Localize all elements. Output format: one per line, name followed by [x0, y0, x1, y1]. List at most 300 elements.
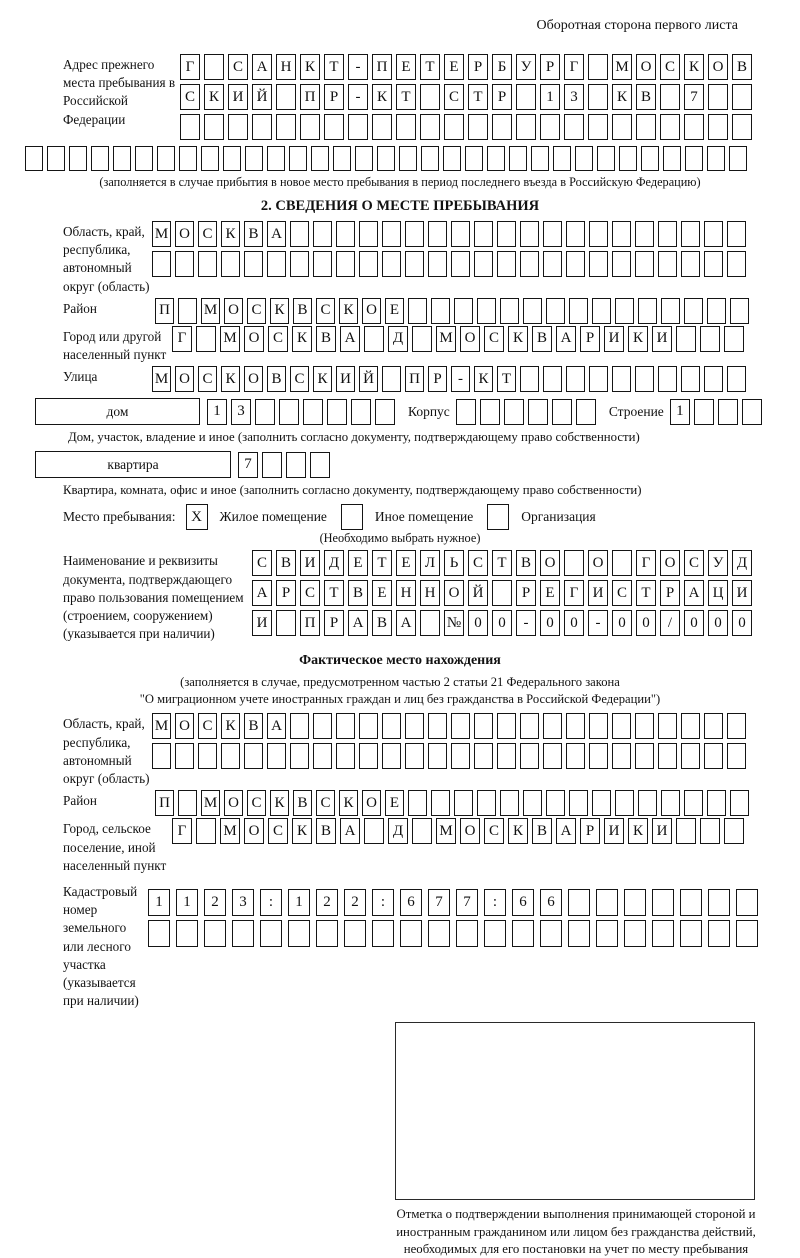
char-cell[interactable]: [704, 251, 723, 277]
char-cell[interactable]: Г: [180, 54, 200, 80]
char-cell[interactable]: [492, 580, 512, 606]
char-cell[interactable]: [708, 114, 728, 140]
char-cell[interactable]: [267, 146, 285, 171]
char-cell[interactable]: М: [152, 366, 171, 392]
char-cell[interactable]: М: [201, 298, 220, 324]
char-cell[interactable]: М: [612, 54, 632, 80]
char-cell[interactable]: [451, 251, 470, 277]
char-cell[interactable]: [313, 251, 332, 277]
char-cell[interactable]: [198, 743, 217, 769]
char-cell[interactable]: Г: [564, 54, 584, 80]
char-cell[interactable]: -: [348, 54, 368, 80]
char-cell[interactable]: [399, 146, 417, 171]
char-cell[interactable]: К: [221, 221, 240, 247]
char-cell[interactable]: С: [684, 550, 704, 576]
char-cell[interactable]: С: [612, 580, 632, 606]
char-cell[interactable]: [428, 920, 450, 947]
char-cell[interactable]: [465, 146, 483, 171]
char-cell[interactable]: [727, 366, 746, 392]
char-cell[interactable]: [336, 221, 355, 247]
char-cell[interactable]: [566, 743, 585, 769]
char-cell[interactable]: Е: [396, 54, 416, 80]
char-cell[interactable]: 6: [512, 889, 534, 916]
char-cell[interactable]: №: [444, 610, 464, 636]
char-cell[interactable]: А: [396, 610, 416, 636]
char-cell[interactable]: [658, 713, 677, 739]
char-cell[interactable]: [707, 298, 726, 324]
char-cell[interactable]: 0: [708, 610, 728, 636]
char-cell[interactable]: [289, 146, 307, 171]
char-cell[interactable]: [377, 146, 395, 171]
char-cell[interactable]: С: [468, 550, 488, 576]
char-cell[interactable]: 0: [612, 610, 632, 636]
char-cell[interactable]: [641, 146, 659, 171]
char-cell[interactable]: [408, 298, 427, 324]
char-cell[interactable]: [588, 54, 608, 80]
char-cell[interactable]: С: [300, 580, 320, 606]
char-cell[interactable]: О: [244, 366, 263, 392]
other-premises-checkbox[interactable]: [341, 504, 363, 530]
char-cell[interactable]: [612, 366, 631, 392]
char-cell[interactable]: С: [268, 326, 288, 352]
char-cell[interactable]: Р: [580, 818, 600, 844]
char-cell[interactable]: К: [313, 366, 332, 392]
char-cell[interactable]: О: [660, 550, 680, 576]
char-cell[interactable]: [396, 114, 416, 140]
char-cell[interactable]: [704, 221, 723, 247]
char-cell[interactable]: [176, 920, 198, 947]
char-cell[interactable]: М: [436, 326, 456, 352]
char-cell[interactable]: Т: [497, 366, 516, 392]
char-cell[interactable]: [324, 114, 344, 140]
char-cell[interactable]: К: [628, 326, 648, 352]
char-cell[interactable]: С: [268, 818, 288, 844]
char-cell[interactable]: [681, 221, 700, 247]
char-cell[interactable]: К: [270, 790, 289, 816]
char-cell[interactable]: [658, 251, 677, 277]
char-cell[interactable]: Д: [324, 550, 344, 576]
char-cell[interactable]: 1: [148, 889, 170, 916]
char-cell[interactable]: [660, 114, 680, 140]
char-cell[interactable]: 0: [540, 610, 560, 636]
char-cell[interactable]: [336, 251, 355, 277]
char-cell[interactable]: [221, 251, 240, 277]
char-cell[interactable]: [497, 251, 516, 277]
char-cell[interactable]: [474, 251, 493, 277]
char-cell[interactable]: [681, 743, 700, 769]
char-cell[interactable]: [615, 298, 634, 324]
char-cell[interactable]: И: [604, 326, 624, 352]
char-cell[interactable]: К: [221, 366, 240, 392]
char-cell[interactable]: 6: [540, 889, 562, 916]
char-cell[interactable]: [596, 889, 618, 916]
char-cell[interactable]: [589, 221, 608, 247]
char-cell[interactable]: 1: [207, 399, 227, 425]
char-cell[interactable]: [454, 790, 473, 816]
char-cell[interactable]: И: [228, 84, 248, 110]
char-cell[interactable]: Е: [385, 790, 404, 816]
char-cell[interactable]: [262, 452, 282, 478]
char-cell[interactable]: А: [556, 326, 576, 352]
char-cell[interactable]: [359, 221, 378, 247]
char-cell[interactable]: Р: [660, 580, 680, 606]
char-cell[interactable]: [588, 84, 608, 110]
char-cell[interactable]: [484, 920, 506, 947]
char-cell[interactable]: [727, 221, 746, 247]
char-cell[interactable]: [694, 399, 714, 425]
char-cell[interactable]: [727, 251, 746, 277]
char-cell[interactable]: [540, 920, 562, 947]
char-cell[interactable]: 0: [732, 610, 752, 636]
char-cell[interactable]: Д: [388, 326, 408, 352]
char-cell[interactable]: [152, 251, 171, 277]
char-cell[interactable]: [451, 221, 470, 247]
char-cell[interactable]: [405, 743, 424, 769]
char-cell[interactable]: О: [224, 298, 243, 324]
char-cell[interactable]: С: [228, 54, 248, 80]
char-cell[interactable]: 0: [636, 610, 656, 636]
char-cell[interactable]: В: [244, 713, 263, 739]
char-cell[interactable]: [500, 790, 519, 816]
char-cell[interactable]: И: [588, 580, 608, 606]
char-cell[interactable]: [204, 920, 226, 947]
char-cell[interactable]: [344, 920, 366, 947]
char-cell[interactable]: [178, 298, 197, 324]
char-cell[interactable]: [267, 743, 286, 769]
char-cell[interactable]: [588, 114, 608, 140]
char-cell[interactable]: [355, 146, 373, 171]
char-cell[interactable]: Й: [252, 84, 272, 110]
char-cell[interactable]: [267, 251, 286, 277]
char-cell[interactable]: К: [508, 326, 528, 352]
char-cell[interactable]: [375, 399, 395, 425]
char-cell[interactable]: И: [336, 366, 355, 392]
char-cell[interactable]: О: [362, 790, 381, 816]
char-cell[interactable]: [660, 84, 680, 110]
char-cell[interactable]: К: [339, 790, 358, 816]
char-cell[interactable]: [684, 114, 704, 140]
char-cell[interactable]: В: [316, 818, 336, 844]
char-cell[interactable]: У: [708, 550, 728, 576]
char-cell[interactable]: [523, 298, 542, 324]
char-cell[interactable]: [552, 399, 572, 425]
char-cell[interactable]: Г: [564, 580, 584, 606]
char-cell[interactable]: П: [155, 790, 174, 816]
char-cell[interactable]: Д: [732, 550, 752, 576]
char-cell[interactable]: [676, 326, 696, 352]
char-cell[interactable]: О: [244, 326, 264, 352]
char-cell[interactable]: [540, 114, 560, 140]
char-cell[interactable]: О: [444, 580, 464, 606]
char-cell[interactable]: [421, 146, 439, 171]
char-cell[interactable]: [566, 366, 585, 392]
char-cell[interactable]: [400, 920, 422, 947]
char-cell[interactable]: Б: [492, 54, 512, 80]
char-cell[interactable]: К: [474, 366, 493, 392]
char-cell[interactable]: К: [372, 84, 392, 110]
char-cell[interactable]: Й: [359, 366, 378, 392]
char-cell[interactable]: Е: [540, 580, 560, 606]
char-cell[interactable]: [431, 298, 450, 324]
char-cell[interactable]: [635, 366, 654, 392]
char-cell[interactable]: [276, 114, 296, 140]
char-cell[interactable]: [179, 146, 197, 171]
char-cell[interactable]: [69, 146, 87, 171]
char-cell[interactable]: [732, 84, 752, 110]
char-cell[interactable]: [663, 146, 681, 171]
char-cell[interactable]: [300, 114, 320, 140]
char-cell[interactable]: [681, 251, 700, 277]
char-cell[interactable]: [196, 326, 216, 352]
char-cell[interactable]: К: [628, 818, 648, 844]
char-cell[interactable]: [316, 920, 338, 947]
char-cell[interactable]: У: [516, 54, 536, 80]
char-cell[interactable]: В: [636, 84, 656, 110]
char-cell[interactable]: А: [340, 326, 360, 352]
char-cell[interactable]: [454, 298, 473, 324]
char-cell[interactable]: [661, 298, 680, 324]
char-cell[interactable]: О: [224, 790, 243, 816]
char-cell[interactable]: [681, 713, 700, 739]
char-cell[interactable]: Р: [468, 54, 488, 80]
char-cell[interactable]: [372, 920, 394, 947]
char-cell[interactable]: А: [348, 610, 368, 636]
char-cell[interactable]: [736, 889, 758, 916]
char-cell[interactable]: [91, 146, 109, 171]
char-cell[interactable]: [543, 743, 562, 769]
char-cell[interactable]: [288, 920, 310, 947]
char-cell[interactable]: Т: [372, 550, 392, 576]
char-cell[interactable]: П: [155, 298, 174, 324]
char-cell[interactable]: [364, 818, 384, 844]
char-cell[interactable]: [569, 790, 588, 816]
char-cell[interactable]: [474, 713, 493, 739]
char-cell[interactable]: Л: [420, 550, 440, 576]
char-cell[interactable]: Г: [172, 818, 192, 844]
char-cell[interactable]: [680, 889, 702, 916]
char-cell[interactable]: С: [252, 550, 272, 576]
char-cell[interactable]: Г: [636, 550, 656, 576]
char-cell[interactable]: [303, 399, 323, 425]
char-cell[interactable]: Р: [540, 54, 560, 80]
char-cell[interactable]: [313, 221, 332, 247]
char-cell[interactable]: [700, 818, 720, 844]
char-cell[interactable]: К: [292, 818, 312, 844]
char-cell[interactable]: [500, 298, 519, 324]
char-cell[interactable]: [596, 920, 618, 947]
char-cell[interactable]: [405, 713, 424, 739]
char-cell[interactable]: О: [244, 818, 264, 844]
char-cell[interactable]: [477, 790, 496, 816]
char-cell[interactable]: К: [339, 298, 358, 324]
char-cell[interactable]: [730, 298, 749, 324]
char-cell[interactable]: [564, 114, 584, 140]
char-cell[interactable]: 0: [564, 610, 584, 636]
char-cell[interactable]: О: [175, 366, 194, 392]
char-cell[interactable]: [704, 713, 723, 739]
char-cell[interactable]: [724, 818, 744, 844]
char-cell[interactable]: [729, 146, 747, 171]
char-cell[interactable]: М: [220, 818, 240, 844]
char-cell[interactable]: Ь: [444, 550, 464, 576]
char-cell[interactable]: [382, 251, 401, 277]
char-cell[interactable]: О: [540, 550, 560, 576]
char-cell[interactable]: [509, 146, 527, 171]
char-cell[interactable]: [204, 114, 224, 140]
char-cell[interactable]: [612, 221, 631, 247]
char-cell[interactable]: [576, 399, 596, 425]
char-cell[interactable]: Т: [492, 550, 512, 576]
char-cell[interactable]: [196, 818, 216, 844]
char-cell[interactable]: С: [198, 221, 217, 247]
char-cell[interactable]: [676, 818, 696, 844]
char-cell[interactable]: [612, 743, 631, 769]
char-cell[interactable]: [516, 84, 536, 110]
char-cell[interactable]: О: [175, 221, 194, 247]
char-cell[interactable]: [175, 251, 194, 277]
char-cell[interactable]: -: [348, 84, 368, 110]
char-cell[interactable]: [497, 221, 516, 247]
char-cell[interactable]: В: [372, 610, 392, 636]
char-cell[interactable]: С: [198, 713, 217, 739]
char-cell[interactable]: Р: [428, 366, 447, 392]
char-cell[interactable]: [635, 251, 654, 277]
apartment-box[interactable]: квартира: [35, 451, 231, 478]
char-cell[interactable]: В: [348, 580, 368, 606]
char-cell[interactable]: [543, 251, 562, 277]
char-cell[interactable]: 1: [176, 889, 198, 916]
char-cell[interactable]: [244, 251, 263, 277]
char-cell[interactable]: [474, 221, 493, 247]
char-cell[interactable]: 1: [670, 399, 690, 425]
char-cell[interactable]: [492, 114, 512, 140]
char-cell[interactable]: [431, 790, 450, 816]
char-cell[interactable]: [336, 743, 355, 769]
char-cell[interactable]: [372, 114, 392, 140]
char-cell[interactable]: В: [267, 366, 286, 392]
char-cell[interactable]: [520, 713, 539, 739]
char-cell[interactable]: [382, 221, 401, 247]
char-cell[interactable]: Й: [468, 580, 488, 606]
char-cell[interactable]: [528, 399, 548, 425]
char-cell[interactable]: [310, 452, 330, 478]
char-cell[interactable]: [684, 298, 703, 324]
char-cell[interactable]: К: [684, 54, 704, 80]
char-cell[interactable]: [290, 221, 309, 247]
char-cell[interactable]: В: [532, 326, 552, 352]
char-cell[interactable]: И: [252, 610, 272, 636]
char-cell[interactable]: С: [660, 54, 680, 80]
char-cell[interactable]: Т: [468, 84, 488, 110]
char-cell[interactable]: [568, 889, 590, 916]
char-cell[interactable]: [359, 251, 378, 277]
residential-checkbox[interactable]: X: [186, 504, 208, 530]
char-cell[interactable]: [456, 399, 476, 425]
char-cell[interactable]: [221, 743, 240, 769]
char-cell[interactable]: 7: [456, 889, 478, 916]
char-cell[interactable]: В: [244, 221, 263, 247]
char-cell[interactable]: О: [460, 818, 480, 844]
char-cell[interactable]: Ц: [708, 580, 728, 606]
char-cell[interactable]: [566, 221, 585, 247]
char-cell[interactable]: Т: [420, 54, 440, 80]
char-cell[interactable]: [707, 146, 725, 171]
char-cell[interactable]: К: [221, 713, 240, 739]
char-cell[interactable]: [408, 790, 427, 816]
char-cell[interactable]: 7: [428, 889, 450, 916]
char-cell[interactable]: 2: [316, 889, 338, 916]
char-cell[interactable]: [569, 298, 588, 324]
char-cell[interactable]: [615, 790, 634, 816]
char-cell[interactable]: [382, 366, 401, 392]
char-cell[interactable]: [658, 221, 677, 247]
char-cell[interactable]: Е: [385, 298, 404, 324]
char-cell[interactable]: [520, 251, 539, 277]
char-cell[interactable]: [201, 146, 219, 171]
char-cell[interactable]: К: [204, 84, 224, 110]
char-cell[interactable]: Н: [420, 580, 440, 606]
char-cell[interactable]: [290, 743, 309, 769]
char-cell[interactable]: [290, 713, 309, 739]
char-cell[interactable]: [704, 366, 723, 392]
char-cell[interactable]: [497, 713, 516, 739]
char-cell[interactable]: 0: [684, 610, 704, 636]
char-cell[interactable]: Р: [516, 580, 536, 606]
char-cell[interactable]: [727, 743, 746, 769]
char-cell[interactable]: [351, 399, 371, 425]
char-cell[interactable]: Р: [324, 610, 344, 636]
char-cell[interactable]: [232, 920, 254, 947]
char-cell[interactable]: [428, 713, 447, 739]
char-cell[interactable]: [279, 399, 299, 425]
char-cell[interactable]: [276, 610, 296, 636]
char-cell[interactable]: [680, 920, 702, 947]
char-cell[interactable]: В: [316, 326, 336, 352]
char-cell[interactable]: П: [405, 366, 424, 392]
char-cell[interactable]: [468, 114, 488, 140]
char-cell[interactable]: П: [300, 84, 320, 110]
char-cell[interactable]: :: [372, 889, 394, 916]
char-cell[interactable]: [624, 920, 646, 947]
char-cell[interactable]: Т: [396, 84, 416, 110]
char-cell[interactable]: С: [198, 366, 217, 392]
char-cell[interactable]: А: [267, 713, 286, 739]
char-cell[interactable]: К: [292, 326, 312, 352]
char-cell[interactable]: 1: [288, 889, 310, 916]
char-cell[interactable]: Р: [580, 326, 600, 352]
char-cell[interactable]: [223, 146, 241, 171]
char-cell[interactable]: [405, 251, 424, 277]
char-cell[interactable]: [276, 84, 296, 110]
char-cell[interactable]: [742, 399, 762, 425]
char-cell[interactable]: -: [516, 610, 536, 636]
char-cell[interactable]: [612, 713, 631, 739]
char-cell[interactable]: [480, 399, 500, 425]
char-cell[interactable]: П: [372, 54, 392, 80]
char-cell[interactable]: А: [252, 580, 272, 606]
char-cell[interactable]: [204, 54, 224, 80]
char-cell[interactable]: А: [252, 54, 272, 80]
char-cell[interactable]: [736, 920, 758, 947]
char-cell[interactable]: [708, 84, 728, 110]
char-cell[interactable]: [612, 251, 631, 277]
char-cell[interactable]: [405, 221, 424, 247]
char-cell[interactable]: [175, 743, 194, 769]
char-cell[interactable]: Н: [276, 54, 296, 80]
char-cell[interactable]: Т: [324, 580, 344, 606]
char-cell[interactable]: С: [316, 790, 335, 816]
char-cell[interactable]: [727, 713, 746, 739]
